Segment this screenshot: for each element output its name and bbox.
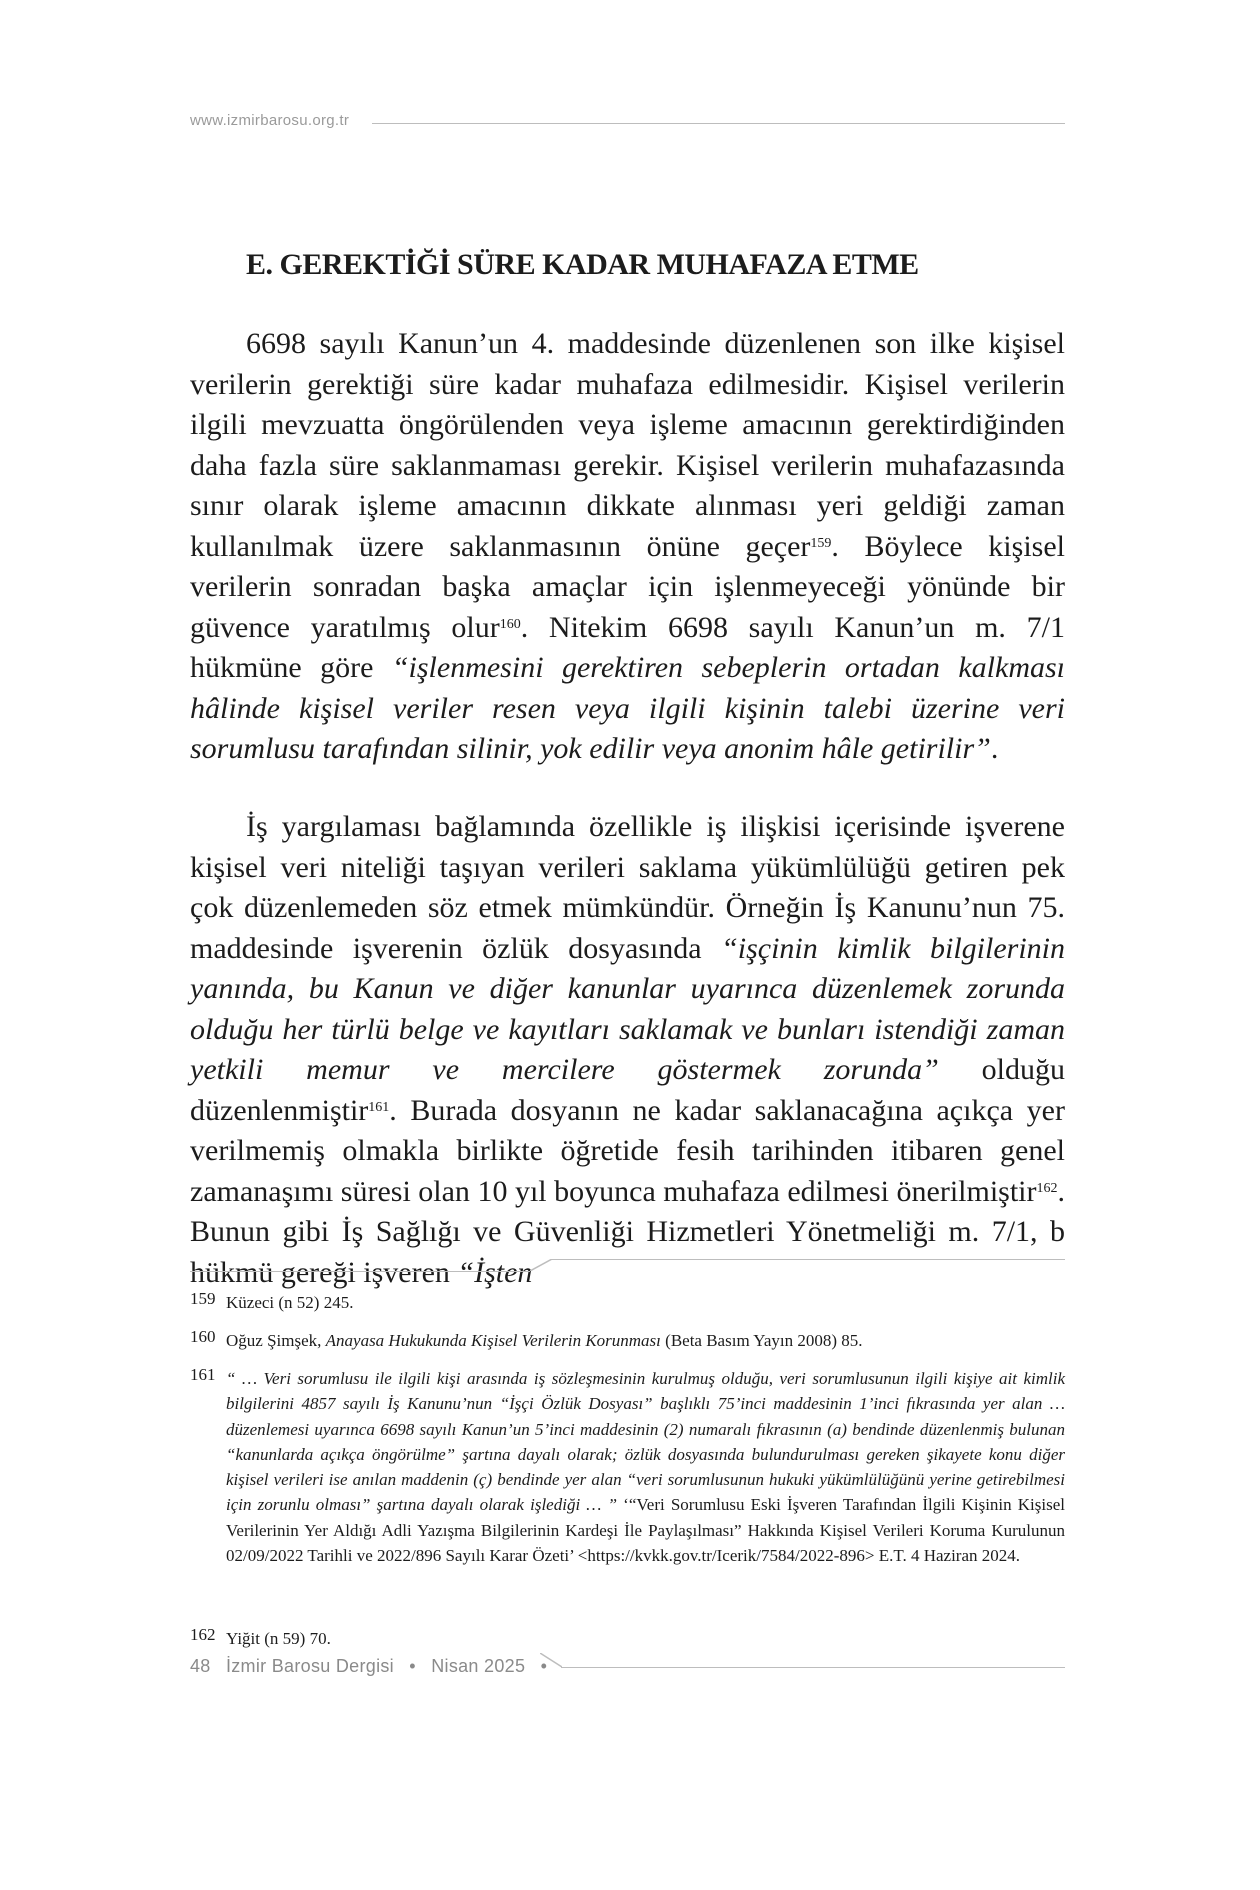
page-footer: [190, 1656, 557, 1677]
statute-quote: “işçinin kimlik bilgilerinin yanında, bu Kanun ve diğer kanunlar uyarınca düzenlemek zorunda olduğu her türlü belge ve kayıtları saklamak ve bunları istendiği zaman yetkili memur ve mercilere göstermek zorunda”: [190, 931, 1065, 1086]
footnote-citation: ‘“Veri Sorumlusu Eski İşveren Tarafından İlgili Kişinin Kişisel Verilerinin Yer Aldığı Adli Yazışma Bilgilerinin Kardeşi İle Paylaşılması” Hakkında Kişisel Verileri Koruma Kurulunun 02/09/2022 Tarihli ve 2022/896 Sayılı Karar Özeti’ <https://kvkk.gov.tr/Icerik/7584/2022-896> E.T. 4 Haziran 2024.: [226, 1495, 1066, 1566]
footnote-ref-159[interactable]: 159: [810, 535, 832, 551]
footnote-number: 161: [190, 1365, 216, 1384]
footnote-159: [190, 1290, 1065, 1315]
footnote-161: [190, 1366, 1065, 1568]
paragraph-2: [190, 807, 1065, 1293]
footer-rule: [561, 1667, 1065, 1668]
paragraph-text: . Nitekim 6698 sayılı Kanun’un m. 7/1 hükmüne göre: [190, 610, 1065, 684]
page-number: 48: [190, 1656, 211, 1676]
footnote-text: Yiğit (n 59) 70.: [226, 1629, 331, 1648]
footer-bullet: •: [409, 1656, 416, 1676]
paragraph-text: İş yargılaması bağlamında özellikle iş ilişkisi içerisinde işverene kişisel veri niteliği taşıyan verileri saklama yükümlülüğü getiren pek çok düzenlemeden söz etmek mümkündür. Örneğin İş Kanunu’nun 75. maddesinde işverenin özlük dosyasında: [190, 810, 1065, 965]
footnote-ref-162[interactable]: 162: [1036, 1180, 1058, 1196]
footer-bullet: •: [540, 1656, 548, 1676]
footnote-book-title: Anayasa Hukukunda Kişisel Verilerin Korunması: [325, 1331, 661, 1350]
section-heading: E. GEREKTİĞİ SÜRE KADAR MUHAFAZA ETME: [246, 248, 919, 281]
paragraph-text: .: [990, 732, 999, 765]
paragraph-text: . Bunun gibi İş Sağlığı ve Güvenliği Hizmetleri Yönetmeliği m. 7/1, b hükmü gereği işveren: [190, 1174, 1065, 1289]
footnote-162: [190, 1626, 1065, 1651]
paragraph-text: olduğu düzenlenmiştir: [190, 1053, 1065, 1127]
footnote-160: [190, 1328, 1065, 1353]
footnote-ref-160[interactable]: 160: [499, 616, 521, 632]
statute-quote: “İşten: [457, 1255, 533, 1289]
footer-rule-bend: [540, 1653, 562, 1667]
footnote-author: Oğuz Şimşek,: [226, 1331, 326, 1350]
footnote-separator-bend: [530, 1259, 552, 1271]
footnote-ref-161[interactable]: 161: [368, 1099, 390, 1115]
header-url: www.izmirbarosu.org.tr: [190, 112, 350, 129]
statute-quote: “işlenmesini gerektiren sebeplerin ortadan kalkması hâlinde kişisel veriler resen veya ilgili kişinin talebi üzerine veri sorumlusu tarafından silinir, yok edilir veya anonim hâle getirilir”: [190, 651, 1065, 765]
footnote-number: 159: [190, 1289, 216, 1308]
paragraph-1: [190, 324, 1065, 770]
footnote-publisher: (Beta Basım Yayın 2008) 85.: [660, 1331, 863, 1350]
footnote-text: [226, 1366, 1065, 1568]
footnote-separator: [190, 1271, 530, 1272]
footnote-number: 160: [190, 1327, 216, 1346]
paragraph-text: . Böylece kişisel verilerin sonradan başka amaçlar için işlenmeyeceği yönünde bir güvence yaratılmış olur: [190, 529, 1065, 644]
journal-name: İzmir Barosu Dergisi: [225, 1656, 394, 1676]
footnote-text: [226, 1328, 1065, 1353]
paragraph-text: . Burada dosyanın ne kadar saklanacağına açıkça yer verilmemiş olmakla birlikte öğretide fesih tarihinden itibaren genel zamanaşımı süresi olan 10 yıl boyunca muhafaza edilmesi önerilmiştir: [190, 1093, 1065, 1208]
footnote-separator: [551, 1259, 1065, 1260]
footnote-number: 162: [190, 1625, 216, 1644]
paragraph-text: 6698 sayılı Kanun’un 4. maddesinde düzenlenen son ilke kişisel verilerin gerektiği süre kadar muhafaza edilmesidir. Kişisel verilerin ilgili mevzuatta öngörülenden veya işleme amacının gerektirdiğinden daha fazla süre saklanmaması gerekir. Kişisel verilerin muhafazasında sınır olarak işleme amacının dikkate alınması yeri geldiği zaman kullanılmak üzere saklanmasının önüne geçer: [190, 327, 1065, 563]
issue-date: Nisan 2025: [431, 1656, 526, 1676]
header-rule: [372, 123, 1065, 124]
footnote-quote: “ … Veri sorumlusu ile ilgili kişi arasında iş sözleşmesinin kurulmuş olduğu, veri sorumlusunun ilgili kişiye ait kimlik bilgilerini 4857 sayılı İş Kanunu’nun “İşçi Özlük Dosyası” başlıklı 75’inci maddesinin 1’inci fıkrasında yer alan … düzenlemesi uyarınca 6698 sayılı Kanun’un 5’inci maddesinin (2) numaralı fıkrasının (a) bendinde düzenlenmiş bulunan “kanunlarda açıkça öngörülme” şartına dayalı olarak; özlük dosyasında bulundurulması gereken şikayete konu diğer kişisel verileri ise anılan maddenin (ç) bendinde yer alan “veri sorumlusunun hukuki yükümlülüğünü yerine getirebilmesi için zorunlu olması” şartına dayalı olarak işlediği … ”: [226, 1369, 1065, 1515]
footnote-text: Küzeci (n 52) 245.: [226, 1293, 354, 1312]
